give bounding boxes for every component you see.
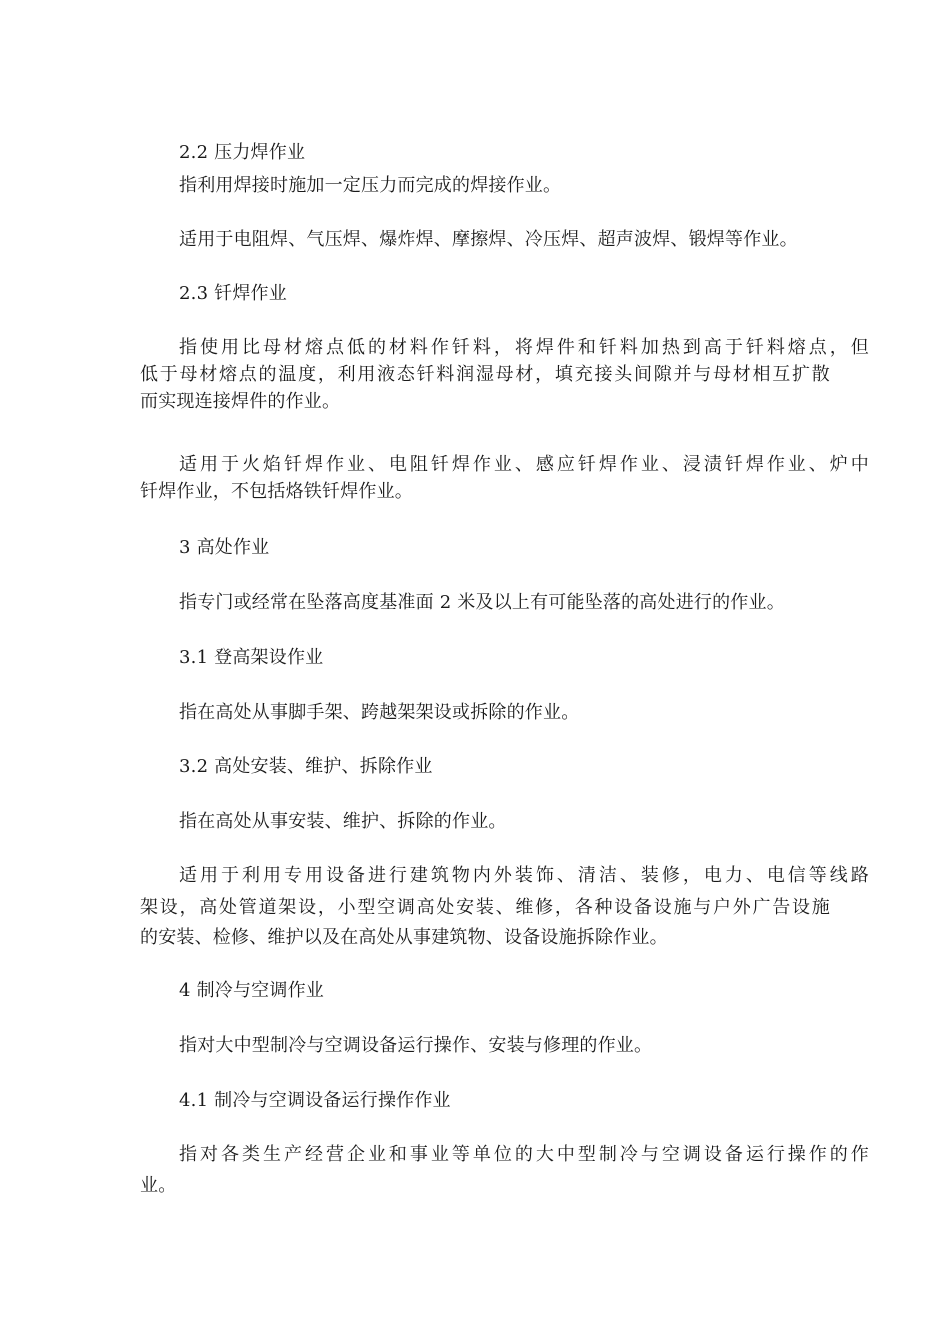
paragraph-line: 指在高处从事安装、维护、拆除的作业。 bbox=[179, 811, 507, 832]
section-heading-4: 4 制冷与空调作业 bbox=[179, 980, 324, 1001]
section-heading-3: 3 高处作业 bbox=[179, 537, 270, 558]
paragraph-line: 的安装、检修、维护以及在高处从事建筑物、设备设施拆除作业。 bbox=[140, 927, 668, 948]
paragraph-line: 指对各类生产经营企业和事业等单位的大中型制冷与空调设备运行操作的作 bbox=[179, 1144, 869, 1165]
paragraph-line: 低于母材熔点的温度，利用液态钎料润湿母材，填充接头间隙并与母材相互扩散 bbox=[140, 364, 830, 385]
section-heading-2-3: 2.3 钎焊作业 bbox=[179, 283, 287, 304]
paragraph-line: 指使用比母材熔点低的材料作钎料，将焊件和钎料加热到高于钎料熔点，但 bbox=[179, 337, 869, 358]
paragraph-line: 而实现连接焊件的作业。 bbox=[140, 391, 341, 412]
paragraph-line: 指利用焊接时施加一定压力而完成的焊接作业。 bbox=[179, 175, 562, 196]
section-heading-3-2: 3.2 高处安装、维护、拆除作业 bbox=[179, 756, 433, 777]
section-heading-2-2: 2.2 压力焊作业 bbox=[179, 142, 306, 163]
section-heading-4-1: 4.1 制冷与空调设备运行操作作业 bbox=[179, 1090, 451, 1111]
paragraph-line: 架设，高处管道架设，小型空调高处安装、维修，各种设备设施与户外广告设施 bbox=[140, 897, 830, 918]
paragraph-line: 指专门或经常在坠落高度基准面 2 米及以上有可能坠落的高处进行的作业。 bbox=[179, 592, 785, 613]
paragraph-line: 指对大中型制冷与空调设备运行操作、安装与修理的作业。 bbox=[179, 1035, 653, 1056]
paragraph-line: 适用于电阻焊、气压焊、爆炸焊、摩擦焊、冷压焊、超声波焊、锻焊等作业。 bbox=[179, 229, 798, 250]
paragraph-line: 适用于火焰钎焊作业、电阻钎焊作业、感应钎焊作业、浸渍钎焊作业、炉中 bbox=[179, 454, 869, 475]
paragraph-line: 适用于利用专用设备进行建筑物内外装饰、清洁、装修，电力、电信等线路 bbox=[179, 865, 869, 886]
paragraph-line: 指在高处从事脚手架、跨越架架设或拆除的作业。 bbox=[179, 702, 580, 723]
paragraph-line: 业。 bbox=[140, 1175, 177, 1196]
section-heading-3-1: 3.1 登高架设作业 bbox=[179, 647, 324, 668]
paragraph-line: 钎焊作业，不包括烙铁钎焊作业。 bbox=[140, 481, 413, 502]
